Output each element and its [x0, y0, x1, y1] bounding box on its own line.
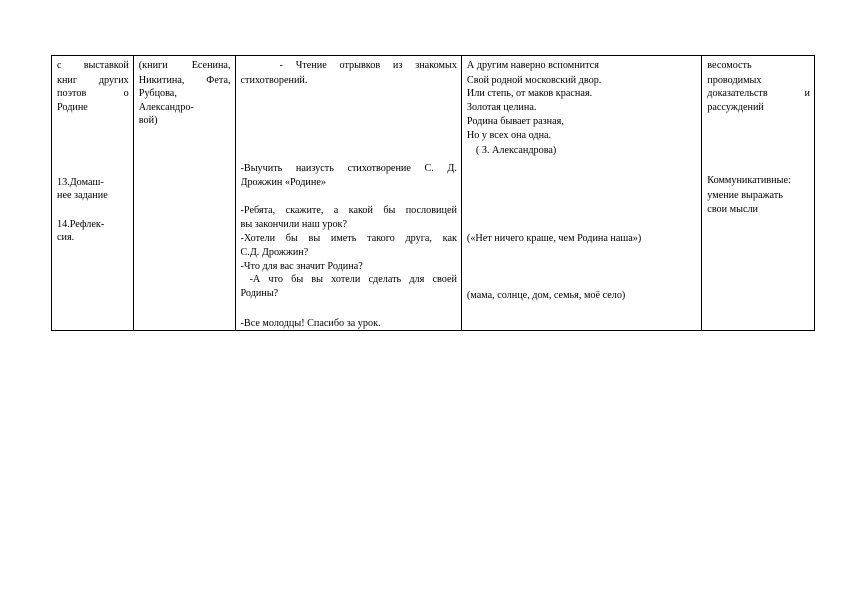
- cell-line: весомость: [707, 60, 752, 71]
- cell-line: доказательств и: [707, 88, 810, 99]
- cell-line: вы закончили наш урок?: [240, 219, 348, 230]
- cell-line: стихотворений.: [240, 75, 308, 86]
- cell-line: Родины?: [240, 288, 279, 299]
- communicative-label: Коммуникативные:: [707, 175, 791, 186]
- table-column-teacher-activity: [236, 56, 462, 330]
- cell-line: с выставкой: [57, 60, 129, 71]
- lesson-table: [51, 55, 815, 331]
- students-answers: (мама, солнце, дом, семья, моё село): [466, 290, 626, 301]
- reflection-label: сия.: [57, 232, 75, 243]
- cell-line: вой): [138, 115, 158, 126]
- cell-line: свои мысли: [707, 204, 759, 215]
- table-column-uud: [702, 56, 814, 330]
- homework-label: 13.Домаш-: [57, 177, 104, 188]
- cell-line: Родине: [57, 102, 88, 113]
- table-column-materials: [134, 56, 236, 330]
- cell-line: -Выучить наизусть стихотворение С. Д.: [240, 163, 457, 174]
- cell-line: - Чтение отрывков из знакомых: [279, 60, 457, 71]
- cell-line: Никитина, Фета,: [138, 75, 231, 86]
- cell-line: рассуждений: [707, 102, 764, 113]
- cell-line: Дрожжин «Родине»: [240, 177, 326, 188]
- cell-line: поэтов о: [57, 88, 129, 99]
- poem-line: Свой родной московский двор.: [466, 75, 602, 86]
- poem-line: Но у всех она одна.: [466, 130, 552, 141]
- poem-line: Родина бывает разная,: [466, 116, 564, 127]
- cell-line: -Все молодцы! Спасибо за урок.: [240, 318, 381, 329]
- cell-line: С.Д. Дрожжин?: [240, 247, 309, 258]
- cell-line: -А что бы вы хотели сделать для своей: [249, 274, 457, 285]
- cell-line: Рубцова,: [138, 88, 177, 99]
- cell-line: -Ребята, скажите, а какой бы пословицей: [240, 205, 457, 216]
- cell-line: проводимых: [707, 75, 762, 86]
- table-column-student-activity: [462, 56, 702, 330]
- cell-line: умение выражать: [707, 190, 783, 201]
- cell-line: Александро-: [138, 102, 194, 113]
- proverb-answer: («Нет ничего краше, чем Родина наша»): [466, 233, 642, 244]
- cell-line: -Хотели бы вы иметь такого друга, как: [240, 233, 457, 244]
- reflection-label: 14.Рефлек-: [57, 219, 105, 230]
- poem-line: Или степь, от маков красная.: [466, 88, 593, 99]
- poem-line: А другим наверно вспомнится: [466, 60, 599, 71]
- homework-label: нее задание: [57, 190, 108, 201]
- poem-line: Золотая целина.: [466, 102, 537, 113]
- cell-line: книг других: [57, 75, 129, 86]
- cell-line: (книги Есенина,: [138, 60, 231, 71]
- poem-author: ( З. Александрова): [475, 145, 557, 156]
- table-column-stage: [52, 56, 134, 330]
- cell-line: -Что для вас значит Родина?: [240, 261, 363, 272]
